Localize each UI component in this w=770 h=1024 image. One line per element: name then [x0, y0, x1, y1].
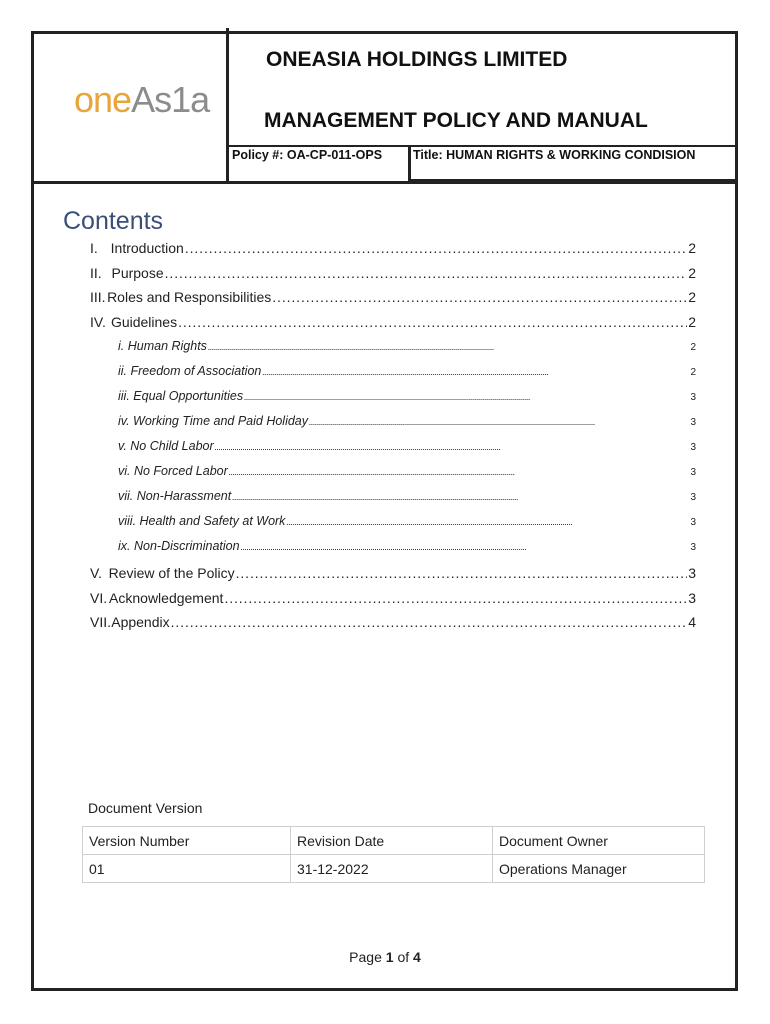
toc-entry-page: 2: [690, 367, 696, 378]
table-cell: 01: [83, 855, 291, 883]
header-divider: [226, 145, 738, 147]
toc-entry-label: vii. Non-Harassment: [118, 489, 232, 503]
toc-dot-leader: [309, 414, 689, 428]
toc-dot-leader: [178, 314, 687, 330]
toc-dot-leader: [241, 539, 690, 553]
toc-entry[interactable]: [90, 565, 696, 581]
toc-entry-page: 2: [688, 265, 696, 281]
toc-dot-leader: [224, 590, 687, 606]
toc-entry-label: v. No Child Labor: [118, 439, 214, 453]
toc-entry-number: VII.: [90, 614, 112, 630]
toc-entry-page: 2: [688, 314, 696, 330]
toc-entry-label: ix. Non-Discrimination: [118, 539, 240, 553]
toc-dot-leader: [171, 614, 688, 630]
toc-entry-page: 3: [690, 517, 696, 528]
toc-entry-label: iii. Equal Opportunities: [118, 389, 244, 403]
toc-entry-label: Roles and Responsibilities: [107, 289, 272, 305]
toc-entry[interactable]: [118, 489, 696, 503]
toc-entry[interactable]: [90, 590, 696, 606]
version-table: [82, 826, 705, 883]
toc-entry[interactable]: [118, 464, 696, 478]
toc-entry-page: 2: [688, 240, 696, 256]
toc-entry-page: 3: [690, 492, 696, 503]
document-version-title: Document Version: [88, 800, 203, 816]
toc-entry-page: 3: [690, 467, 696, 478]
toc-entry-page: 3: [688, 565, 696, 581]
toc-entry[interactable]: [90, 289, 696, 305]
policy-title: Title: HUMAN RIGHTS & WORKING CONDISION: [413, 148, 696, 162]
toc-entry-number: IV.: [90, 314, 106, 330]
toc-entry-page: 3: [690, 442, 696, 453]
toc-entry[interactable]: [90, 314, 696, 330]
toc-entry-page: 2: [690, 342, 696, 353]
toc-dot-leader: [208, 339, 690, 353]
toc-entry[interactable]: [90, 240, 696, 256]
company-name: ONEASIA HOLDINGS LIMITED: [266, 48, 568, 71]
toc-entry-label: vi. No Forced Labor: [118, 464, 228, 478]
toc-entry-label: Guidelines: [110, 314, 178, 330]
table-row: [83, 855, 705, 883]
toc-entry-page: 3: [690, 392, 696, 403]
toc-entry-page: 3: [690, 417, 696, 428]
table-header-cell: Document Owner: [493, 827, 705, 855]
header-divider: [31, 181, 738, 184]
oneasia-logo: oneAs1a: [74, 79, 210, 120]
table-cell: Operations Manager: [493, 855, 705, 883]
toc-dot-leader: [165, 265, 688, 281]
toc-entry[interactable]: [118, 389, 696, 403]
toc-entry-label: i. Human Rights: [118, 339, 207, 353]
toc-dot-leader: [236, 565, 688, 581]
toc-entry-label: Acknowledgement: [109, 590, 224, 606]
toc-dot-leader: [229, 464, 690, 478]
toc-dot-leader: [232, 489, 689, 503]
toc-entry-label: ii. Freedom of Association: [118, 364, 262, 378]
toc-entry-number: II.: [90, 265, 102, 281]
toc-dot-leader: [244, 389, 689, 403]
toc-entry-number: V.: [90, 565, 102, 581]
toc-entry-page: 3: [688, 590, 696, 606]
toc-dot-leader: [272, 289, 687, 305]
toc-entry[interactable]: [118, 539, 696, 553]
page-number: Page 1 of 4: [349, 949, 421, 965]
toc-dot-leader: [262, 364, 689, 378]
toc-dot-leader: [185, 240, 687, 256]
header-divider: [408, 147, 411, 182]
header-divider: [226, 28, 229, 183]
table-header-cell: Version Number: [83, 827, 291, 855]
toc-entry-number: III.: [90, 289, 106, 305]
toc-entry[interactable]: [118, 439, 696, 453]
toc-entry-number: I.: [90, 240, 98, 256]
toc-entry[interactable]: [118, 514, 696, 528]
toc-entry-page: 4: [688, 614, 696, 630]
toc-entry-label: Review of the Policy: [108, 565, 235, 581]
toc-entry[interactable]: [90, 614, 696, 630]
toc-dot-leader: [215, 439, 690, 453]
toc-dot-leader: [286, 514, 689, 528]
toc-entry[interactable]: [118, 339, 696, 353]
toc-entry-page: 2: [688, 289, 696, 305]
table-header-row: [83, 827, 705, 855]
toc-entry-number: VI.: [90, 590, 108, 606]
contents-heading: Contents: [63, 207, 164, 235]
toc-entry[interactable]: [118, 414, 696, 428]
table-cell: 31-12-2022: [291, 855, 493, 883]
toc-entry-label: viii. Health and Safety at Work: [118, 514, 286, 528]
toc-entry[interactable]: [90, 265, 696, 281]
toc-entry[interactable]: [118, 364, 696, 378]
toc-entry-label: Introduction: [110, 240, 184, 256]
manual-title: MANAGEMENT POLICY AND MANUAL: [264, 109, 648, 132]
policy-number: Policy #: OA-CP-011-OPS: [232, 148, 383, 162]
toc-entry-label: iv. Working Time and Paid Holiday: [118, 414, 309, 428]
toc-entry-label: Appendix: [111, 614, 170, 630]
toc-entry-label: Purpose: [111, 265, 164, 281]
table-header-cell: Revision Date: [291, 827, 493, 855]
toc-entry-page: 3: [690, 542, 696, 553]
